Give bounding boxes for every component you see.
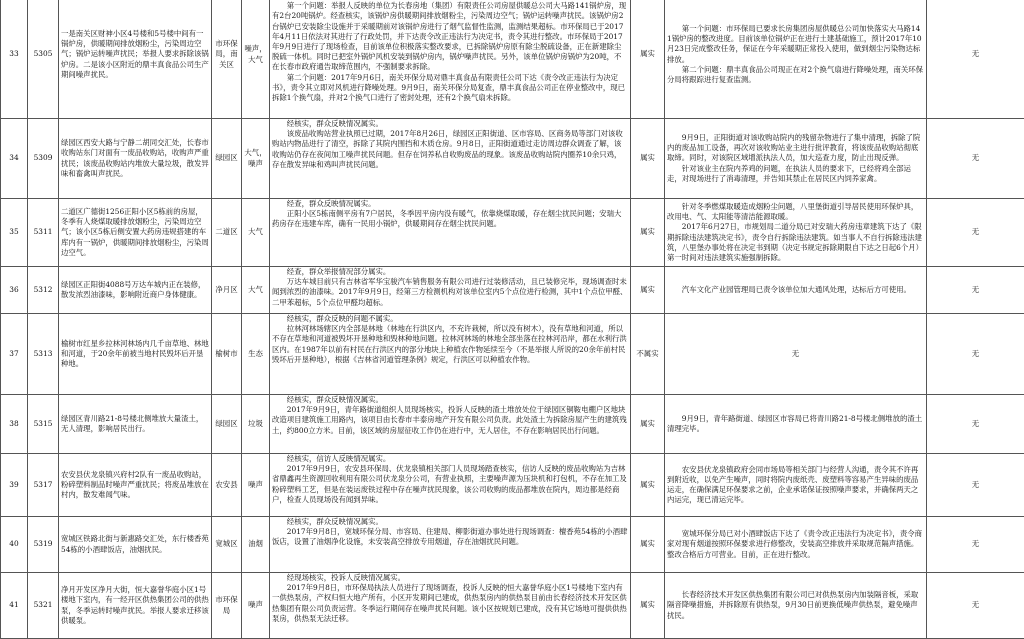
finding-paragraph: 第二个问题：2017年9月6日，南关环保分局对鼎丰真食品有限责任公司下达《责令改正违法行为决定书》，责令其立即对风机进行降噪处理。9月9日，南关环保分局复查，鼎丰真食品公司正在停业整改中，现已拆除1个换气扇，并对2个换气口进行了密封处理，还有2个换气扇未拆除。 [272,73,628,104]
verdict: 属实 [631,119,665,199]
complaint-text: 一是南关区财神小区4号楼和5号楼中间有一锅炉房，供暖期间排放烟粉尘，污染周边空气；锅炉运转噪声扰民；举报人要求拆除该锅炉房。二是该小区附近的鼎丰真食品公司生产期间噪声扰民。 [59,0,212,119]
finding-paragraph: 2017年9月8日，市环保局执法人员进行了现场调查，投诉人反映的恒大嘉誉华庭小区1号楼地下室内有一供热泵房，产权归恒大地产所有，小区开发期间已建成，供热泵房内的供热泵目前由长春经济技术开发区供热集团有限公司负责运营。冬季运行期间存在噪声扰民问题。该小区按规划已建成，没有其它场地可提供供热泵房，供热泵无法迁移。 [272,583,628,624]
pollution-type: 油烟 [242,517,270,573]
responsible-district: 二道区 [212,199,242,267]
table-row [1,454,1024,517]
responsible-district: 榆树市 [212,314,242,395]
measure-paragraph: 第二个问题：鼎丰真食品公司现正在对2个换气扇进行降噪处理，南关环保分局将跟踪进行复查监测。 [667,65,924,85]
accountability: 无 [927,454,1024,517]
verdict: 属实 [631,573,665,639]
rectification-measures [665,119,927,199]
investigation-findings [270,573,631,639]
finding-paragraph: 万达车城目前只有吉林省军华宝骏汽车销售服务有限公司进行过装修活动，且已装修完毕，现场调查时未闻到浓烈的油漆味。2017年9月9日，经第三方检测机构对该单位室内5个点位进行检测，其中1个点位甲醛、二甲苯超标，5个点位甲醛均超标。 [272,277,628,308]
rectification-measures [665,517,927,573]
investigation-findings [270,395,631,454]
table-row [1,573,1024,639]
row-number: 37 [1,314,28,395]
finding-paragraph: 经核实，信访人反映情况属实。 [272,454,628,464]
finding-paragraph: 经核实，群众反映情况属实。 [272,517,628,527]
responsible-district: 净月区 [212,267,242,314]
pollution-type: 大气 [242,199,270,267]
measure-paragraph: 针对该业主在院内养鸡的问题，在执法人员的要求下，已经将鸡全部运走，对现场进行了消毒清理，并告知其禁止在居民区内饲养家禽。 [667,164,924,184]
pollution-type: 噪声，大气 [242,0,270,119]
complaint-text: 榆树市红星乡拉林河林场内几千亩草地、林地和河道，于20余年前被当地村民毁坏后开垦种地。 [59,314,212,395]
complaint-text: 绿园区正阳街4088号万达车城内正在装修，散发浓烈油漆味，影响附近商户身体健康。 [59,267,212,314]
measure-paragraph: 第一个问题：市环保局已要求长房集团房屋供暖总公司加快落实大马路141锅炉房的整改进度。目前该单位锅炉正在进行土建基础施工，预计2017年10月23日完成整改任务，保证在今年采暖期正常投入使用，做到烟尘污染物达标排放。 [667,24,924,65]
pollution-type: 大气，噪声 [242,119,270,199]
verdict: 属实 [631,0,665,119]
case-id: 5317 [28,454,59,517]
accountability: 无 [927,573,1024,639]
table-row [1,314,1024,395]
verdict: 不属实 [631,314,665,395]
investigation-findings [270,0,631,119]
measure-paragraph: 无 [667,349,924,359]
investigation-findings [270,267,631,314]
responsible-district: 绿园区 [212,395,242,454]
row-number: 34 [1,119,28,199]
case-id: 5321 [28,573,59,639]
finding-paragraph: 2017年9月9日，青年路街道组织人员现场核实，投诉人反映的渣土堆放处位于绿园区铜鞍电棚户区地块改造项目建筑施工用路内，该项目由长春市丰泰房地产开发有限公司负责。此处渣土为拆除房屋产生的建筑残土，约800立方米。目前，该区域的房屋征收工作仍在进行中，无人居住，不存在影响居民出行问题。 [272,405,628,436]
pollution-type: 大气 [242,267,270,314]
accountability: 无 [927,119,1024,199]
verdict: 属实 [631,267,665,314]
case-id: 5312 [28,267,59,314]
table-row [1,0,1024,119]
table-row [1,517,1024,573]
responsible-district: 市环保局 [212,573,242,639]
case-id: 5309 [28,119,59,199]
finding-paragraph: 该废品收购站营业执照已过期，2017年8月26日，绿园区正阳街道、区市容局、区商务局等部门对该收购站内物品进行了清空，拆除了其院内围挡和木质仓房。9月8日，正阳街道通过走访周边群众调查了解，该收购站仍存在夜间加工噪声扰民问题。但存在饲养私自收购废品的现象。该废品收购站院内圈养10余只鸡，存在散发异味和鸡叫声扰民问题。 [272,129,628,170]
finding-paragraph: 经查，群众反映情况属实。 [272,199,628,209]
measure-paragraph: 农安县伏龙泉镇政府会同市场局等相关部门与经营人沟通，责令其不许再到附近收，以免产生噪声，同时将院内废纸壳、废塑料等容易产生异味的废品运走，在确保满足环保要求之前，企业承诺保证按照噪声要求，并确保两天之内运完，现已清运完毕。 [667,465,924,506]
finding-paragraph: 2017年9月8日，宽城环保分局、市容局、住建局、柳影街道办事处进行现场调查：檀香苑54栋的小酒肆饭店，设置了油烟净化设施，未安装高空排放专用烟道，存在油烟扰民问题。 [272,527,628,547]
finding-paragraph: 经核实，群众反映情况属实。 [272,119,628,129]
case-id: 5305 [28,0,59,119]
investigation-findings [270,199,631,267]
finding-paragraph: 经核实，群众反映的问题不属实。 [272,314,628,324]
verdict: 属实 [631,395,665,454]
rectification-measures [665,314,927,395]
measure-paragraph: 长春经济技术开发区供热集团有限公司已对供热泵房内加装隔音板，采取隔音降噪措施，并拆除原有供热泵，9月30日前更换低噪声供热泵，避免噪声扰民。 [667,590,924,621]
table-row [1,395,1024,454]
rectification-measures [665,199,927,267]
rectification-measures [665,454,927,517]
case-id: 5319 [28,517,59,573]
row-number: 40 [1,517,28,573]
measure-paragraph: 针对冬季燃煤取暖造成烟粉尘问题，八里堡街道引导居民使用环保炉具，改用电、气、太阳能等清洁能源取暖。 [667,202,924,222]
rectification-measures [665,267,927,314]
investigation-findings [270,119,631,199]
row-number: 38 [1,395,28,454]
complaint-text: 宽城区铁路北街与新惠路交汇处，东行楼香苑54栋的小酒肆饭店，油烟扰民。 [59,517,212,573]
responsible-district: 宽城区 [212,517,242,573]
case-id: 5311 [28,199,59,267]
responsible-district: 市环保局，南关区 [212,0,242,119]
rectification-measures [665,395,927,454]
accountability: 无 [927,199,1024,267]
case-id: 5315 [28,395,59,454]
measure-paragraph: 9月9日，青年路街道、绿园区市容局已将青川路21-8号楼北侧堆放的渣土清理完毕。 [667,414,924,434]
complaint-text: 绿园区西安大路与宁静二胡同交汇处，长春市收购站东门对面有一废品收购站，收购声严重扰民；该废品收购站内堆放大量垃圾，散发异味和畜禽叫声扰民。 [59,119,212,199]
measure-paragraph: 2017年6月27日，市规划局二道分局已对安瑞大药房违章建筑下达了《限期拆除违法建筑决定书》，责令自行拆除违法建筑。如当事人不自行拆除违法建筑，八里堡办事处将在决定书到期（决定书规定拆除期限自下达之日起6个月）第一时间对违法建筑实施强制拆除。 [667,222,924,263]
rectification-measures [665,0,927,119]
accountability: 无 [927,0,1024,119]
finding-paragraph: 拉林河林场辖区内全部是林地（林地在行洪区内，不充许栽树，所以没有树木），没有草地和河道，所以不存在草地和河道被毁坏开垦种地和毁林种地问题。拉林河林场的林地全部坐落在拉林河沿岸，都在水利行洪区内。在1987年以前有村民在行洪区内的部分地块上种植农作物延续至今（不是举报人所说的20余年前村民毁坏后开垦种地），根据《吉林省河道管理条例》规定，行洪区可以种植农作物。 [272,324,628,365]
case-id: 5313 [28,314,59,395]
accountability: 无 [927,267,1024,314]
row-number: 33 [1,0,28,119]
responsible-district: 农安县 [212,454,242,517]
table-row [1,267,1024,314]
pollution-type: 垃圾 [242,395,270,454]
row-number: 41 [1,573,28,639]
finding-paragraph: 第一个问题：举报人反映的单位为长春房地（集团）有限责任公司房屋供暖总公司大马路141锅炉房，现有2台20吨锅炉。经查核实，该锅炉房供暖期间排放烟粉尘，污染周边空气；锅炉运转噪声扰民。该锅炉房2台锅炉已安装除尘设施并于采暖期前对该锅炉房进行了烟气监督性监测，监测结果超标。市环保局已于2017年4月11日依法对其进行了行政处罚，并下达责令改正违法行为决定书，责令其进行整改。市环保局于2017年9月9日进行了现场检查，目前该单位积极落实整改要求，已拆除锅炉房原有除尘脱硫设备，正在新建除尘脱硫一体机。同时已把室外锅炉风机安装到锅炉房内，锅炉噪声扰民。另外，该单位锅炉房锅炉为20吨，不在长春市政府通告取缔范围内，不强制要求拆除。 [272,1,628,72]
rectification-measures [665,573,927,639]
finding-paragraph: 经核实，群众反映情况属实。 [272,395,628,405]
pollution-type: 噪声 [242,573,270,639]
accountability: 无 [927,395,1024,454]
row-number: 39 [1,454,28,517]
verdict: 属实 [631,199,665,267]
complaint-text: 绿园区青川路21-8号楼北侧堆放大量渣土，无人清理，影响居民出行。 [59,395,212,454]
complaint-text: 农安县伏龙泉镇兴府村2队有一废品收购站，粉碎塑料制品时噪声严重扰民；将废品堆放在村内，散发难闻气味。 [59,454,212,517]
investigation-findings [270,517,631,573]
finding-paragraph: 正阳小区5栋南侧平房有7户居民，冬季因平房内没有暖气，依靠烧煤取暖，存在烟尘扰民问题；安瑞大药房存在违建车库，确有一民用小锅炉，供暖期间存在烟尘扰民问题。 [272,209,628,229]
measure-paragraph: 汽车文化产业园管理局已责令该单位加大通风处理，达标后方可使用。 [667,285,924,295]
complaint-text: 二道区广德街1256正阳小区5栋前的房屋，冬季有人烧煤取暖排放烟粉尘，污染周边空气；该小区5栋后侧安置大药房违规搭建的车库内有一锅炉，供暖期间排放烟粉尘，污染周边空气。 [59,199,212,267]
finding-paragraph: 经查，群众举报情况部分属实。 [272,267,628,277]
row-number: 36 [1,267,28,314]
pollution-type: 噪声 [242,454,270,517]
verdict: 属实 [631,517,665,573]
finding-paragraph: 经现场核实，投诉人反映情况属实。 [272,573,628,583]
investigation-findings [270,314,631,395]
measure-paragraph: 9月9日，正阳街道对该收购站院内的残留杂物进行了集中清理，拆除了院内的废品加工设备，再次对该收购站业主进行批评教育，将该废品收购站彻底取缔。同时，对该院区域增派执法人员，加大巡查力度，防止出现反弹。 [667,133,924,164]
table-row [1,119,1024,199]
accountability: 无 [927,314,1024,395]
pollution-type: 生态 [242,314,270,395]
table-row [1,199,1024,267]
measure-paragraph: 宽城环保分局已对小酒肆饭店下达了《责令改正违法行为决定书》，责令商家对现有烟道按照环保要求进行修整改，安装高空排放并采取规范隔声措施。整改合格后方可营业。目前，正在进行整改。 [667,529,924,560]
verdict: 属实 [631,454,665,517]
complaint-text: 净月开发区净月大街，恒大嘉誉华庭小区1号楼地下室内，有一经开区供热集团公司的供热泵，冬季运转时噪声扰民。举报人要求迁移该供暖泵。 [59,573,212,639]
responsible-district: 绿园区 [212,119,242,199]
investigation-findings [270,454,631,517]
row-number: 35 [1,199,28,267]
finding-paragraph: 2017年9月9日，农安县环保局、伏龙泉镇相关部门人员现场踏查核实，信访人反映的废品收购站为吉林省鼎鑫再生资源回收利用有限公司伏龙泉分公司，有营业执照，主要噪声源为压块机和打包机，不存在加工及粉碎塑料工艺，但是在装运废铁过程中存在噪声扰民现象，该公司收购的废品都堆放在院内，周边都是经商户，检查人员现场没有闻到异味。 [272,464,628,505]
accountability: 无 [927,517,1024,573]
